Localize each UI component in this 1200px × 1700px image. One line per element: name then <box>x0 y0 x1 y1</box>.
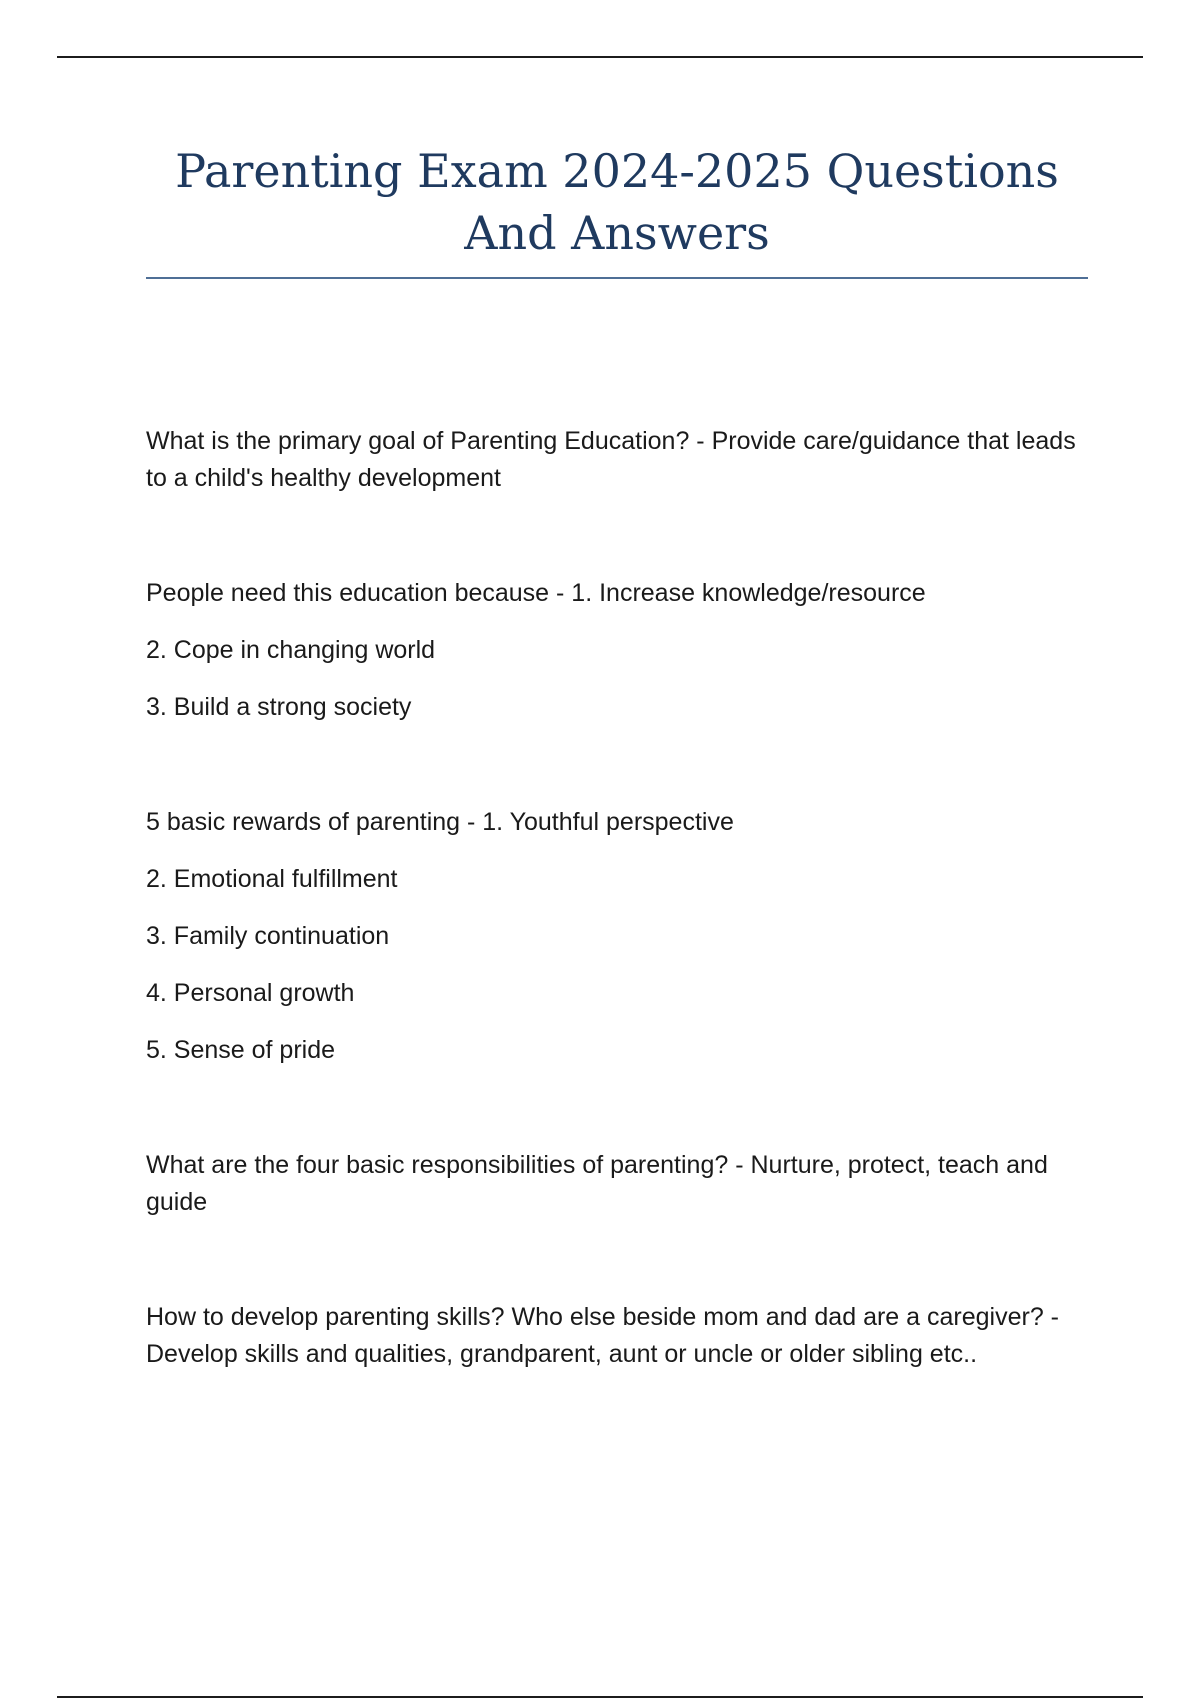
qa-subitem: 3. Build a strong society <box>146 693 412 721</box>
title-underline <box>146 277 1088 279</box>
qa-text: How to develop parenting skills? Who else beside mom and dad are a caregiver? - Develop skills and qualities, grandparent, aunt or uncle or older sibling etc.. <box>146 1303 1059 1368</box>
qa-item <box>146 1147 1088 1221</box>
qa-item <box>146 423 1088 497</box>
qa-list <box>146 423 1088 1451</box>
qa-text: What are the four basic responsibilities of parenting? - Nurture, protect, teach and guide <box>146 1151 1048 1216</box>
title-block <box>146 140 1088 264</box>
qa-subitem: 2. Cope in changing world <box>146 636 436 664</box>
qa-item <box>146 804 1088 1069</box>
qa-item <box>146 1299 1088 1373</box>
qa-subitem: 3. Family continuation <box>146 922 390 950</box>
document-title: Parenting Exam 2024-2025 Questions And Answers <box>175 144 1059 260</box>
header-rule <box>57 56 1143 58</box>
qa-text: 5 basic rewards of parenting - 1. Youthful perspective <box>146 808 734 836</box>
qa-text: What is the primary goal of Parenting Education? - Provide care/guidance that leads to a child's healthy development <box>146 427 1076 492</box>
qa-subitem: 4. Personal growth <box>146 979 355 1007</box>
qa-subitem: 2. Emotional fulfillment <box>146 865 398 893</box>
qa-item <box>146 575 1088 726</box>
qa-subitem: 5. Sense of pride <box>146 1036 336 1064</box>
qa-text: People need this education because - 1. Increase knowledge/resource <box>146 579 926 607</box>
footer-rule <box>57 1696 1143 1698</box>
